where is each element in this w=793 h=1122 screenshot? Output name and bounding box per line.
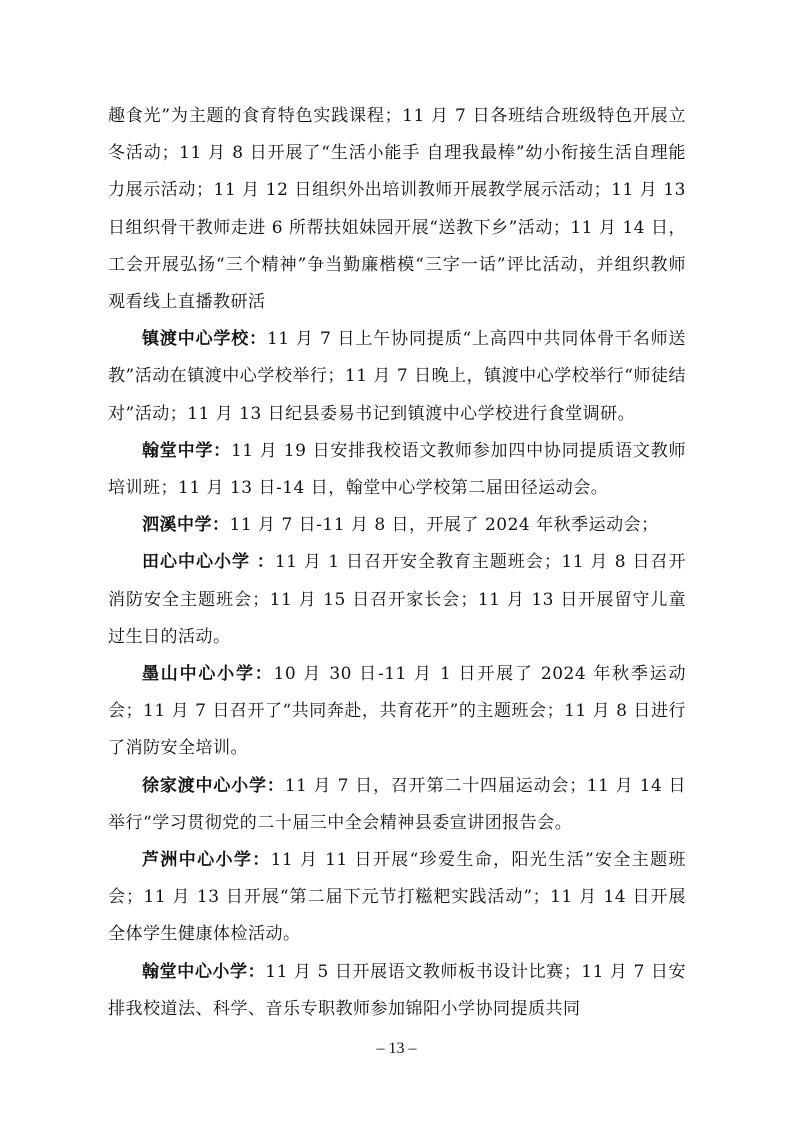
org-name: 翰堂中心小学： <box>142 961 266 982</box>
section-sixi <box>108 507 686 544</box>
section-moshan <box>108 656 686 768</box>
section-text: 11 月 19 日安排我校语文教师参加四中协同提质语文教师培训班；11 月 13 日-14 日，翰堂中心学校第二届田径运动会。 <box>108 440 686 499</box>
section-tianxin <box>108 544 686 656</box>
section-hantang-primary <box>108 954 686 1028</box>
section-text: 11 月 1 日召开安全教育主题班会；11 月 8 日召开消防安全主题班会；11 月 15 日召开家长会；11 月 13 日开展留守儿童过生日的活动。 <box>108 552 686 647</box>
org-name: 芦洲中心小学： <box>142 850 271 871</box>
org-name: 镇渡中心学校： <box>142 329 267 350</box>
section-text: 11 月 11 日开展“珍爱生命，阳光生活”安全主题班会；11 月 13 日开展“第二届下元节打糍粑实践活动”；11 月 14 日开展全体学生健康体检活动。 <box>108 850 687 945</box>
section-text: 11 月 7 日，召开第二十四届运动会；11 月 14 日举行“学习贯彻党的二十届三中全会精神县委宣讲团报告会。 <box>108 775 687 833</box>
page-number: – 13 – <box>376 1040 417 1057</box>
section-xujiadu <box>108 768 686 842</box>
section-text: 10 月 30 日-11 月 1 日开展了 2024 年秋季运动会；11 月 7 日召开了“共同奔赴，共育花开”的主题班会；11 月 8 日进行了消防安全培训。 <box>108 664 687 759</box>
document-body <box>108 98 686 1028</box>
section-luzhou <box>108 842 686 954</box>
section-zhendu <box>108 321 686 433</box>
intro-paragraph: 趣食光”为主题的食育特色实践课程；11 月 7 日各班结合班级特色开展立冬活动；11 月 8 日开展了“生活小能手 自理我最棒”幼小衔接生活自理能力展示活动；11 月 12 日组织外出培训教师开展教学展示活动；11 月 13 日组织骨干教师走进 6 所帮扶姐妹园开展“送教下乡”活动；11 月 14 日，工会开展弘扬“三个精神”争当勤廉楷模“三字一话”评比活动，并组织教师观看线上直播教研活 <box>108 106 686 313</box>
org-name: 徐家渡中心小学： <box>142 775 285 796</box>
section-text: 11 月 5 日开展语文教师板书设计比赛；11 月 7 日安排我校道法、科学、音乐专职教师参加锦阳小学协同提质共同 <box>108 961 686 1019</box>
org-name: 泗溪中学： <box>142 515 230 536</box>
section-hantang-middle <box>108 433 686 507</box>
section-text: 11 月 7 日上午协同提质“上高四中共同体骨干名师送教”活动在镇渡中心学校举行；11 月 7 日晚上，镇渡中心学校举行“师徒结对”活动；11 月 13 日纪县委易书记到镇渡中心学校进行食堂调研。 <box>108 329 686 424</box>
org-name: 墨山中心小学： <box>142 664 274 685</box>
org-name: 田心中心小学 ： <box>142 552 275 573</box>
section-text: 11 月 7 日-11 月 8 日，开展了 2024 年秋季运动会； <box>229 515 659 536</box>
org-name: 翰堂中学： <box>142 440 231 461</box>
